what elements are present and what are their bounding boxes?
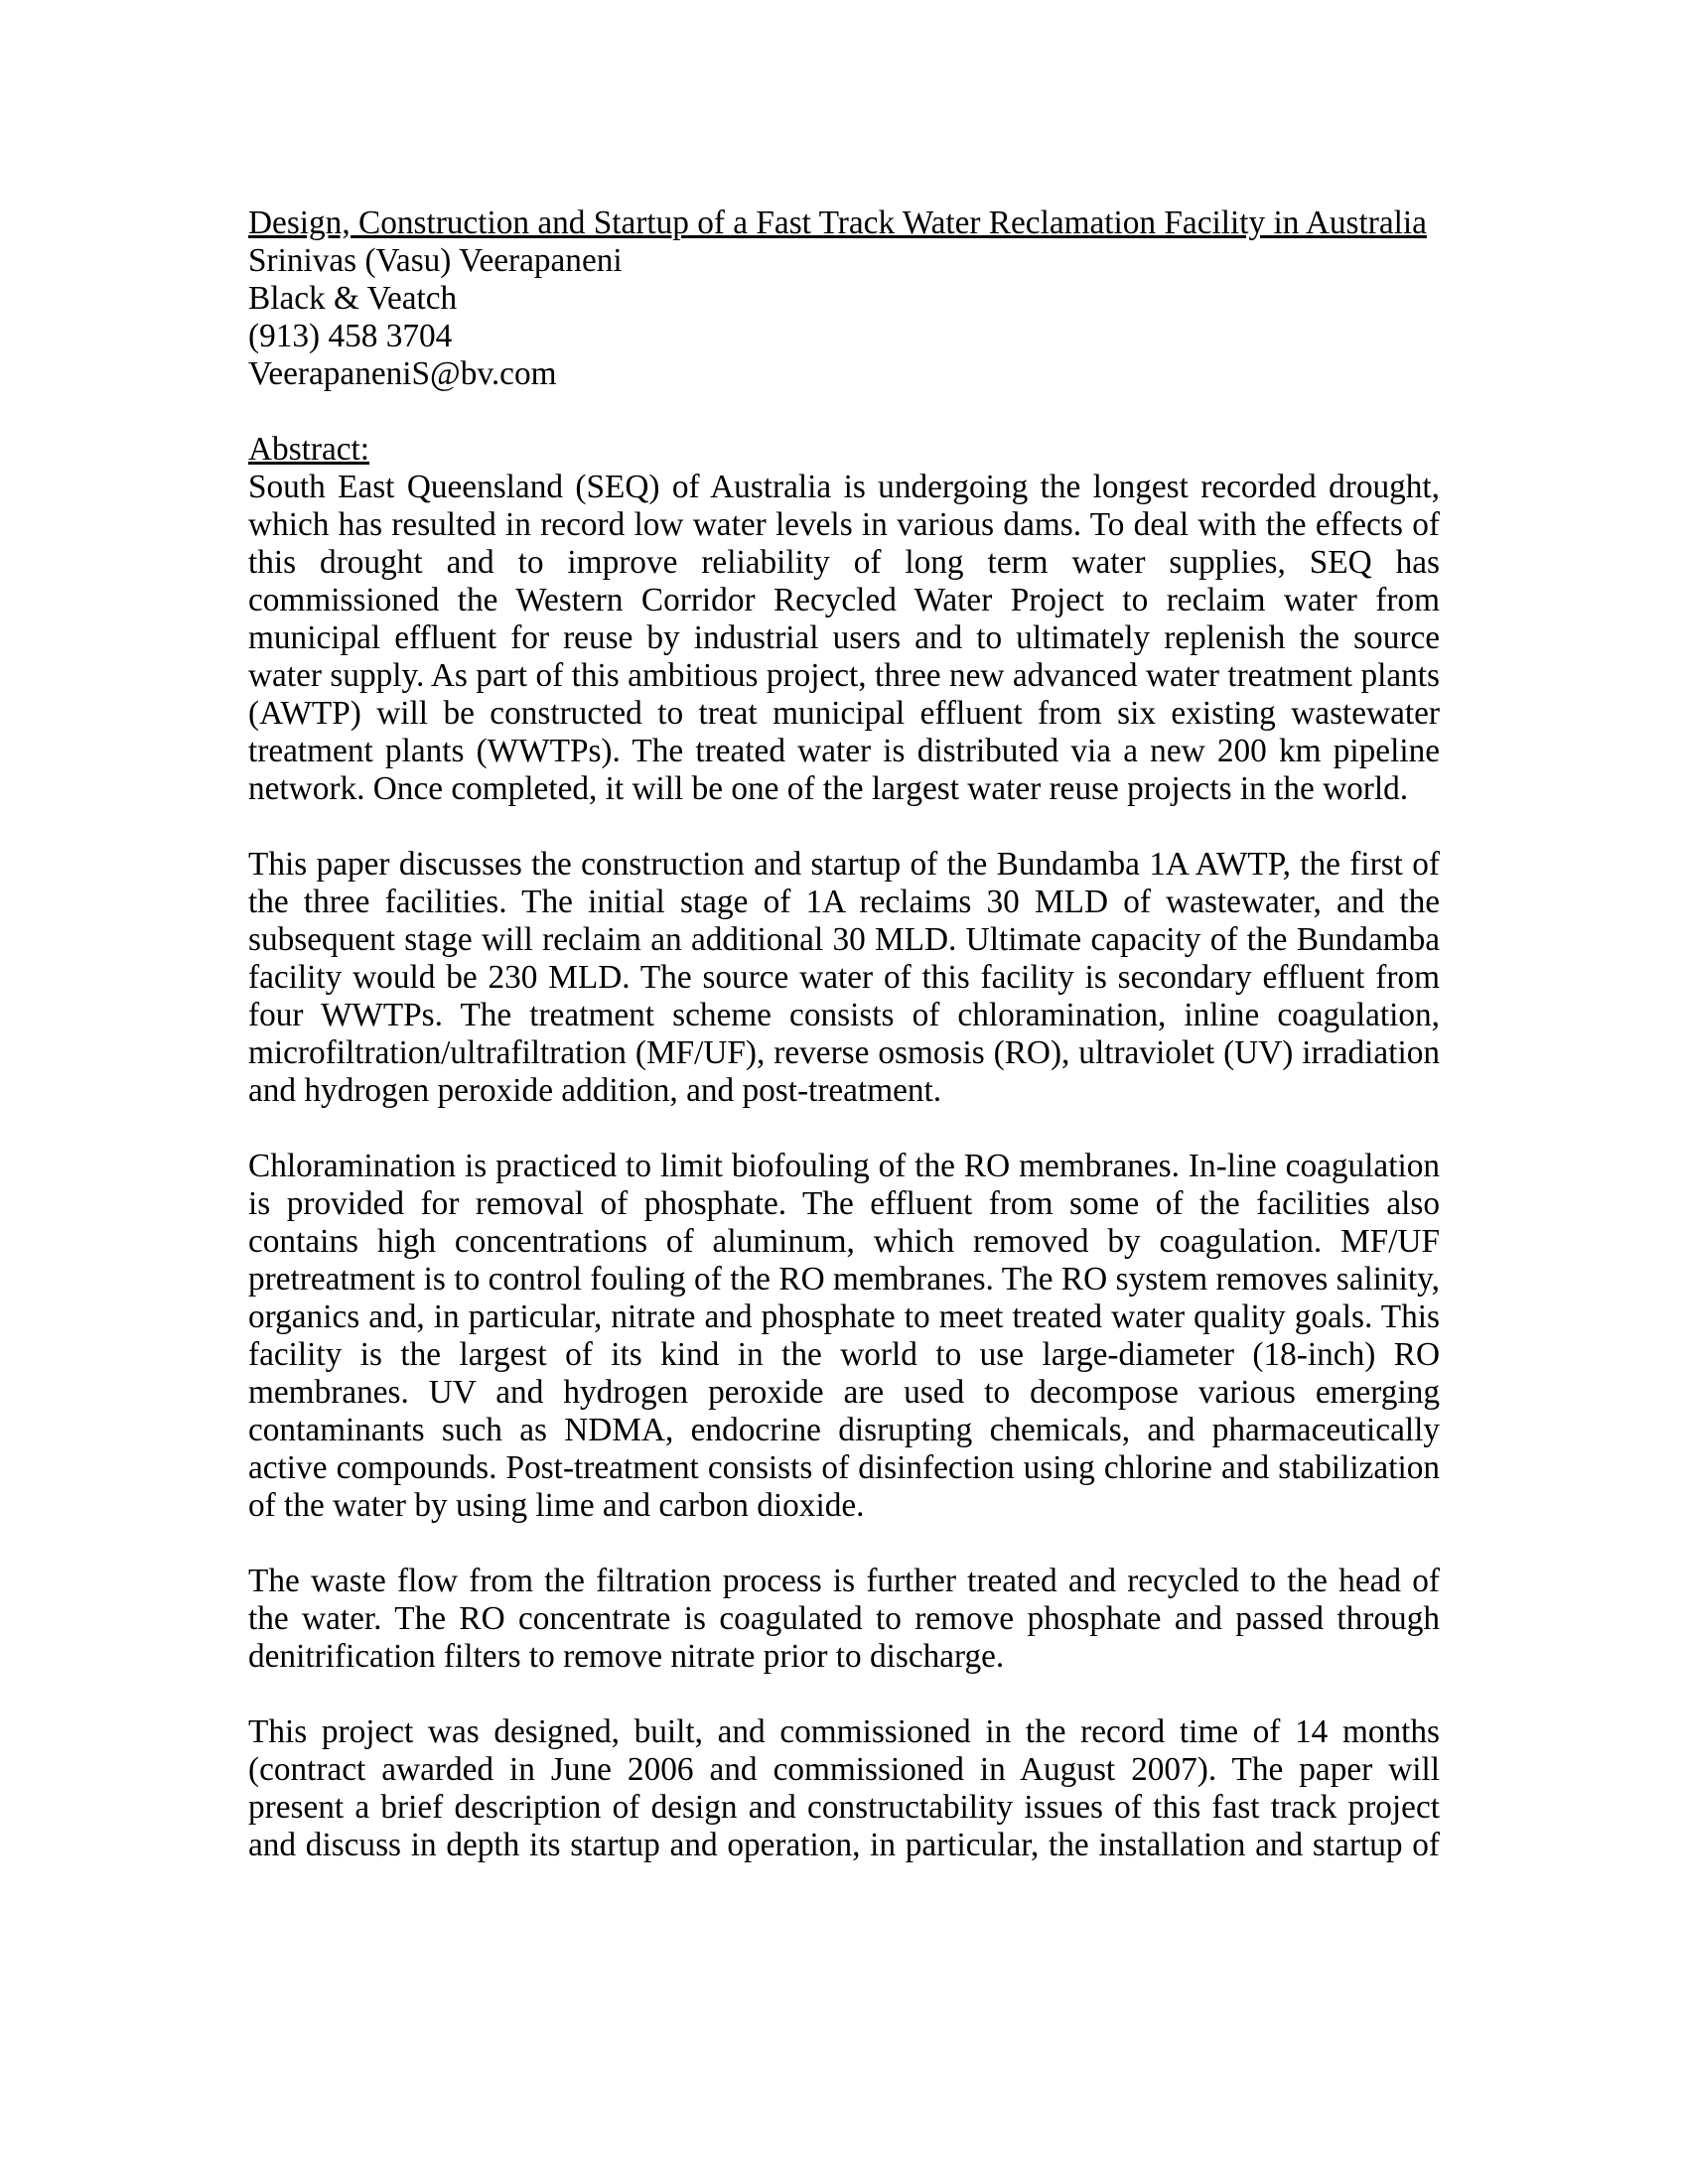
author-name: Srinivas (Vasu) Veerapaneni <box>248 242 623 279</box>
abstract-paragraph-4: The waste flow from the filtration process is further treated and recycled to the head of the water. The RO concentrate is coagulated to remove phosphate and passed through denitrification filters to remove nitrate prior to discharge. <box>248 1563 1440 1675</box>
abstract-paragraph-5: This project was designed, built, and commissioned in the record time of 14 months (contract awarded in June 2006 and commissioned in August 2007). The paper will present a brief description of design and constructability issues of this fast track project and discuss in depth its startup and operation, in particular, the installation and startup of <box>248 1713 1440 1863</box>
paper-title: Design, Construction and Startup of a Fast Track Water Reclamation Facility in Australia <box>248 205 1427 241</box>
document-content <box>248 205 1440 1864</box>
abstract-heading-label: Abstract: <box>248 431 370 468</box>
author-phone: (913) 458 3704 <box>248 318 453 354</box>
abstract-paragraph-2: This paper discusses the construction and startup of the Bundamba 1A AWTP, the first of the three facilities. The initial stage of 1A reclaims 30 MLD of wastewater, and the subsequent stage will reclaim an additional 30 MLD. Ultimate capacity of the Bundamba facility would be 230 MLD. The source water of this facility is secondary effluent from four WWTPs. The treatment scheme consists of chloramination, inline coagulation, microfiltration/ultrafiltration (MF/UF), reverse osmosis (RO), ultraviolet (UV) irradiation and hydrogen peroxide addition, and post-treatment. <box>248 846 1440 1109</box>
author-email: VeerapaneniS@bv.com <box>248 355 557 392</box>
abstract-paragraph-1: South East Queensland (SEQ) of Australia is undergoing the longest recorded drought, which has resulted in record low water levels in various dams. To deal with the effects of this drought and to improve reliability of long term water supplies, SEQ has commissioned the Western Corridor Recycled Water Project to reclaim water from municipal effluent for reuse by industrial users and to ultimately replenish the source water supply. As part of this ambitious project, three new advanced water treatment plants (AWTP) will be constructed to treat municipal effluent from six existing wastewater treatment plants (WWTPs). The treated water is distributed via a new 200 km pipeline network. Once completed, it will be one of the largest water reuse projects in the world. <box>248 469 1440 807</box>
abstract-paragraph-3: Chloramination is practiced to limit biofouling of the RO membranes. In-line coagulation is provided for removal of phosphate. The effluent from some of the facilities also contains high concentrations of aluminum, which removed by coagulation. MF/UF pretreatment is to control fouling of the RO membranes. The RO system removes salinity, organics and, in particular, nitrate and phosphate to meet treated water quality goals. This facility is the largest of its kind in the world to use large-diameter (18-inch) RO membranes. UV and hydrogen peroxide are used to decompose various emerging contaminants such as NDMA, endocrine disrupting chemicals, and pharmaceutically active compounds. Post-treatment consists of disinfection using chlorine and stabilization of the water by using lime and carbon dioxide. <box>248 1148 1440 1524</box>
abstract-section <box>248 431 1440 1864</box>
author-affiliation: Black & Veatch <box>248 280 458 317</box>
abstract-heading <box>248 431 1440 469</box>
